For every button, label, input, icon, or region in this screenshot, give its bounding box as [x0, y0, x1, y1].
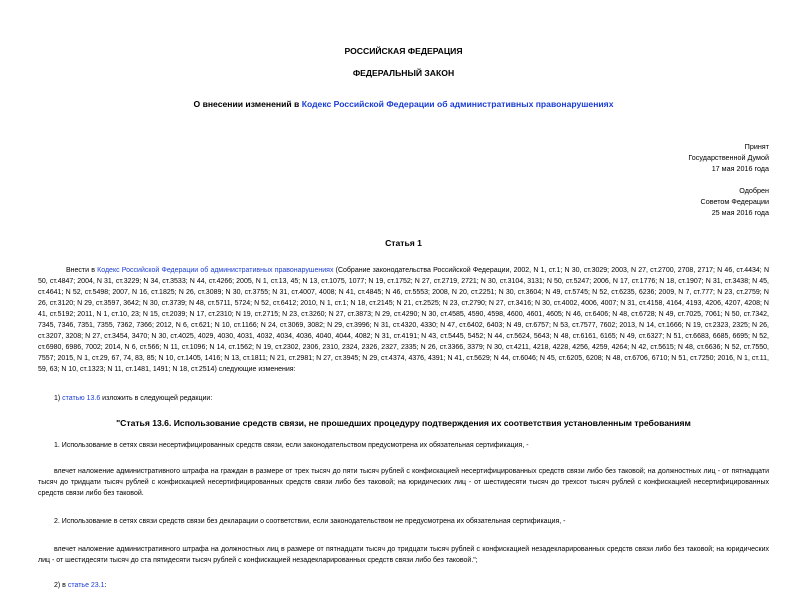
- accepted-date: 17 мая 2016 года: [711, 164, 769, 173]
- amendment-item-1: [38, 393, 769, 404]
- accepted-by: Государственной Думой: [688, 153, 769, 162]
- approved-date: 25 мая 2016 года: [711, 208, 769, 217]
- document-law-type: ФЕДЕРАЛЬНЫЙ ЗАКОН: [352, 68, 455, 78]
- accepted-label: Принят: [744, 142, 769, 151]
- amendment-item-2: [38, 580, 769, 591]
- part-2-penalty: влечет наложение административного штрафа на должностных лиц в размере от пятнадцати тысяч до тридцати тысяч рублей с конфискацией незадекларированных средств связи либо без таковой; на юридических лиц - от шестидесяти тысяч до ста пятидесяти тысяч рублей с конфискацией незадекларированных средств связи либо без таковой.";: [38, 546, 769, 564]
- part-2-text: 2. Использование в сетях связи средств связи без декларации о соответствии, если законодательством не предусмотрена их обязательная сертификация, -: [54, 518, 566, 525]
- title-prefix: О внесении изменений в: [193, 99, 302, 109]
- intro-prefix: Внести в: [66, 267, 98, 274]
- item1-article-link[interactable]: статью 13.6: [62, 395, 101, 402]
- part-1-text: 1. Использование в сетях связи несертифицированных средств связи, если законодательством предусмотрена их обязательная сертификация, -: [54, 442, 529, 449]
- intro-body: (Собрание законодательства Российской Федерации, 2002, N 1, ст.1; N 30, ст.3029; 2003, N 27, ст.2700, 2708, 2717; N 46, ст.4434; N 50, ст.4847; 2004, N 31, ст.3229; N 34, ст.3533; N 44, ст.4266; 2005, N 1, ст.13, 45; N 13, ст.1075, 1077; N 19, ст.1752; N 27, ст.2719, 2721; N 30, ст.3104, 3131; N 50, ст.5247; 2006, N 17, ст.1776; N 18, ст.1907; N 31, ст.3438; N 45, ст.4641; N 52, ст.5498; 2007, N 16, ст.1825; N 26, ст.3089; N 30, ст.3755; N 31, ст.4007, 4008; N 41, ст.4845; N 46, ст.5553; 2008, N 20, ст.2251; N 30, ст.3604; N 49, ст.5745; N 52, ст.6235, 6236; 2009, N 7, ст.777; N 23, ст.2759; N 26, ст.3120; N 29, ст.3597, 3642; N 30, ст.3739; N 48, ст.5711, 5724; N 52, ст.6412; 2010, N 1, ст.1; N 18, ст.2145; N 21, ст.2525; N 23, ст.2790; N 27, ст.3416; N 30, ст.4002, 4006, 4007; N 31, ст.4158, 4164, 4193, 4206, 4207, 4208; N 41, ст.5192; 2011, N 1, ст.10, 23; N 15, ст.2039; N 17, ст.2310; N 19, ст.2715; N 23, ст.3260; N 27, ст.3873; N 29, ст.4290; N 30, ст.4585, 4590, 4598, 4600, 4601, 4605; N 46, ст.6406; N 48, ст.6728; N 49, ст.7025, 7061; N 50, ст.7342, 7345, 7346, 7351, 7355, 7362, 7366; 2012, N 6, ст.621; N 10, ст.1166; N 24, ст.3069, 3082; N 29, ст.3996; N 31, ст.4320, 4330; N 47, ст.6402, 6403; N 49, ст.6757; N 53, ст.7577, 7602; 2013, N 14, ст.1666; N 19, ст.2323, 2325; N 26, ст.3207, 3208; N 27, ст.3454, 3470; N 30, ст.4025, 4029, 4030, 4031, 4032, 4034, 4036, 4040, 4044, 4082; N 31, ст.4191; N 43, ст.5445, 5452; N 44, ст.5624, 5643; N 48, ст.6161, 6165; N 49, ст.6327; N 51, ст.6683, 6685, 6695; N 52, ст.6980, 6986, 7002; 2014, N 6, ст.566; N 11, ст.1096; N 14, ст.1562; N 19, ст.2302, 2306, 2310, 2324, 2326, 2327, 2335; N 26, ст.3366, 3379; N 30, ст.4211, 4218, 4228, 4256, 4259, 4264; N 42, ст.5615; N 48, ст.6636; N 52, ст.7550, 7557; 2015, N 1, ст.29, 67, 74, 83, 85; N 10, ст.1405, 1416; N 13, ст.1811; N 21, ст.2981; N 27, ст.3945; N 29, ст.4374, 4376, 4391; N 41, ст.5629; N 44, ст.6046; N 45, ст.6205, 6208; N 48, ст.6706, 6710; N 51, ст.7250; 2016, N 1, ст.11, 59, 63; N 10, ст.1323; N 11, ст.1481, 1491; N 18, ст.2514) следующие изменения:: [38, 267, 769, 373]
- article-heading: Статья 1: [385, 238, 422, 248]
- approval-federation-council: [38, 185, 769, 218]
- new-article-title: "Статья 13.6. Использование средств связи, не прошедших процедуру подтверждения их соответствия установленным требованиям: [116, 418, 691, 428]
- approval-duma: [38, 141, 769, 174]
- item2-suffix: :: [104, 582, 107, 589]
- title-code-link[interactable]: Кодекс Российской Федерации об административных правонарушениях: [301, 99, 614, 109]
- article-intro-paragraph: [38, 265, 769, 375]
- item1-suffix: изложить в следующей редакции:: [100, 395, 213, 402]
- document-country: РОССИЙСКАЯ ФЕДЕРАЦИЯ: [344, 46, 463, 56]
- intro-code-link[interactable]: Кодекс Российской Федерации об административных правонарушениях: [97, 267, 334, 274]
- part-1-penalty: влечет наложение административного штрафа на граждан в размере от трех тысяч до пяти тысяч рублей с конфискацией несертифицированных средств связи либо без таковой; на должностных лиц - от пятнадцати тысяч до тридцати тысяч рублей с конфискацией несертифицированных средств связи либо без таковой; на юридических лиц - от шестидесяти тысяч до трехсот тысяч рублей с конфискацией несертифицированных средств связи либо без таковой.: [38, 468, 769, 497]
- item2-article-link[interactable]: статье 23.1: [67, 582, 105, 589]
- document-title: [38, 99, 769, 109]
- approved-label: Одобрен: [739, 186, 769, 195]
- item2-prefix: 2) в: [54, 582, 68, 589]
- item1-prefix: 1): [54, 395, 63, 402]
- approved-by: Советом Федерации: [700, 197, 769, 206]
